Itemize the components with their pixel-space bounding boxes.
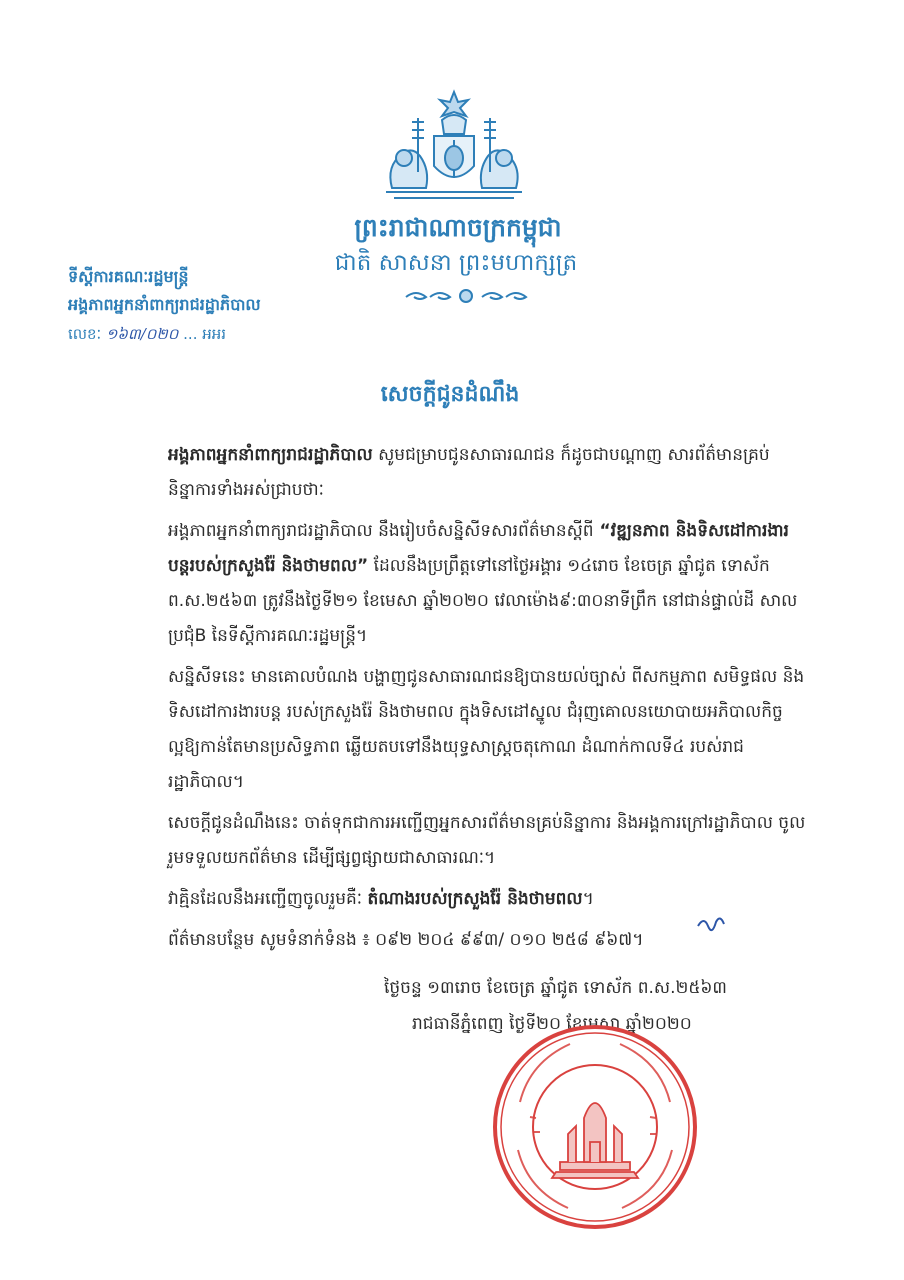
royal-coat-of-arms-icon: [372, 88, 536, 206]
paragraph-5-bold: តំណាងរបស់ក្រសួងរ៉ែ និងថាមពល: [367, 889, 583, 909]
kingdom-heading: ព្រះរាជាណាចក្រកម្ពុជា: [354, 213, 562, 242]
national-motto: ជាតិ សាសនា ព្រះមហាក្សត្រ: [334, 250, 578, 276]
paragraph-5-text: វាគ្មិនដែលនឹងអញ្ជើញចូលរួមគឺៈ: [168, 889, 368, 909]
paragraph-4-text: សេចក្តីជូនដំណឹងនេះ ចាត់ទុកជាការអញ្ជើញអ្នកសារព័ត៌មានគ្រប់និន្នាការ និងអង្គការក្រៅរដ្ឋាភិបាល ចូលរួមទទួលយកព័ត៌មាន ដើម្បីផ្សព្វផ្សាយជាសាធារណៈ។: [168, 813, 806, 868]
reference-number-prefix: លេខៈ: [68, 325, 102, 343]
sender-unit: អង្គភាពអ្នកនាំពាក្យរាជរដ្ឋាភិបាល: [68, 295, 261, 314]
paragraph-4: [168, 806, 808, 876]
lunar-date: ថ្ងៃចន្ទ ១៣រោច ខែចេត្រ ឆ្នាំជូត ទោស័ក ព.ស.២៥៦៣: [384, 978, 727, 998]
handwritten-mark-icon: [694, 912, 728, 940]
paragraph-1-bold: អង្គភាពអ្នកនាំពាក្យរាជរដ្ឋាភិបាល: [168, 445, 373, 465]
solar-date: រាជធានីភ្នំពេញ ថ្ងៃទី២០ ខែមេសា ឆ្នាំ២០២០: [412, 1014, 692, 1034]
reference-number-suffix: ... អអរ: [183, 325, 227, 343]
paragraph-2-text-1: អង្គភាពអ្នកនាំពាក្យរាជរដ្ឋាភិបាល នឹងរៀបចំសន្និសីទសារព័ត៌មានស្តីពី: [168, 521, 594, 541]
sender-block: [68, 264, 261, 348]
khmer-ornament-divider-icon: [404, 287, 528, 305]
paragraph-1: [168, 438, 808, 508]
reference-number: [68, 320, 261, 348]
paragraph-5-end: ។: [582, 889, 594, 909]
paragraph-2-text-2: ដែលនឹងប្រព្រឹត្តទៅនៅថ្ងៃអង្គារ ១៤រោច ខែចេត្រ ឆ្នាំជូត ទោស័ក ព.ស.២៥៦៣ ត្រូវនឹងថ្ងៃទី២១ ខែមេសា ឆ្នាំ២០២០ វេលាម៉ោង៩:៣០នាទីព្រឹក នៅជាន់ផ្ទាល់ដី សាលប្រជុំB នៃទីស្តីការគណៈរដ្ឋមន្ត្រី។: [168, 556, 798, 646]
reference-number-handwritten: ១៦៣/០២០: [105, 325, 179, 343]
paragraph-2-bold: “វឌ្ឍនភាព និងទិសដៅការងារបន្តរបស់ក្រសួងរ៉ែ និងថាមពល”: [168, 521, 789, 576]
paragraph-3: [168, 660, 808, 800]
paragraph-3-text: សន្និសីទនេះ មានគោលបំណង បង្ហាញជូនសាធារណជនឱ្យបានយល់ច្បាស់ ពីសកម្មភាព សមិទ្ធផល និងទិសដៅការងារបន្ត របស់ក្រសួងរ៉ែ និងថាមពល ក្នុងទិសដៅស្នូល ជំរុញគោលនយោបាយអភិបាលកិច្ចល្អឱ្យកាន់តែមានប្រសិទ្ធភាព ឆ្លើយតបទៅនឹងយុទ្ធសាស្ត្រចតុកោណ ដំណាក់កាលទី៤ របស់រាជរដ្ឋាភិបាល។: [168, 667, 805, 792]
paragraph-2: [168, 514, 808, 654]
notice-title: សេចក្តីជូនដំណឹង: [380, 382, 520, 407]
paragraph-6-text: ព័ត៌មានបន្ថែម សូមទំនាក់ទំនង ៖ ០៩២ ២០៤ ៩៩៣/ ០១០ ២៥៨ ៩៦៧។: [168, 930, 644, 950]
paragraph-1-text: សូមជម្រាបជូនសាធារណជន ក៏ដូចជាបណ្តាញ សារព័ត៌មានគ្រប់និន្នាការទាំងអស់ជ្រាបថាៈ: [168, 445, 770, 500]
sender-office: ទីស្តីការគណៈរដ្ឋមន្ត្រី: [68, 267, 189, 286]
official-red-seal-icon: [490, 1022, 700, 1232]
notice-body: [168, 438, 808, 964]
